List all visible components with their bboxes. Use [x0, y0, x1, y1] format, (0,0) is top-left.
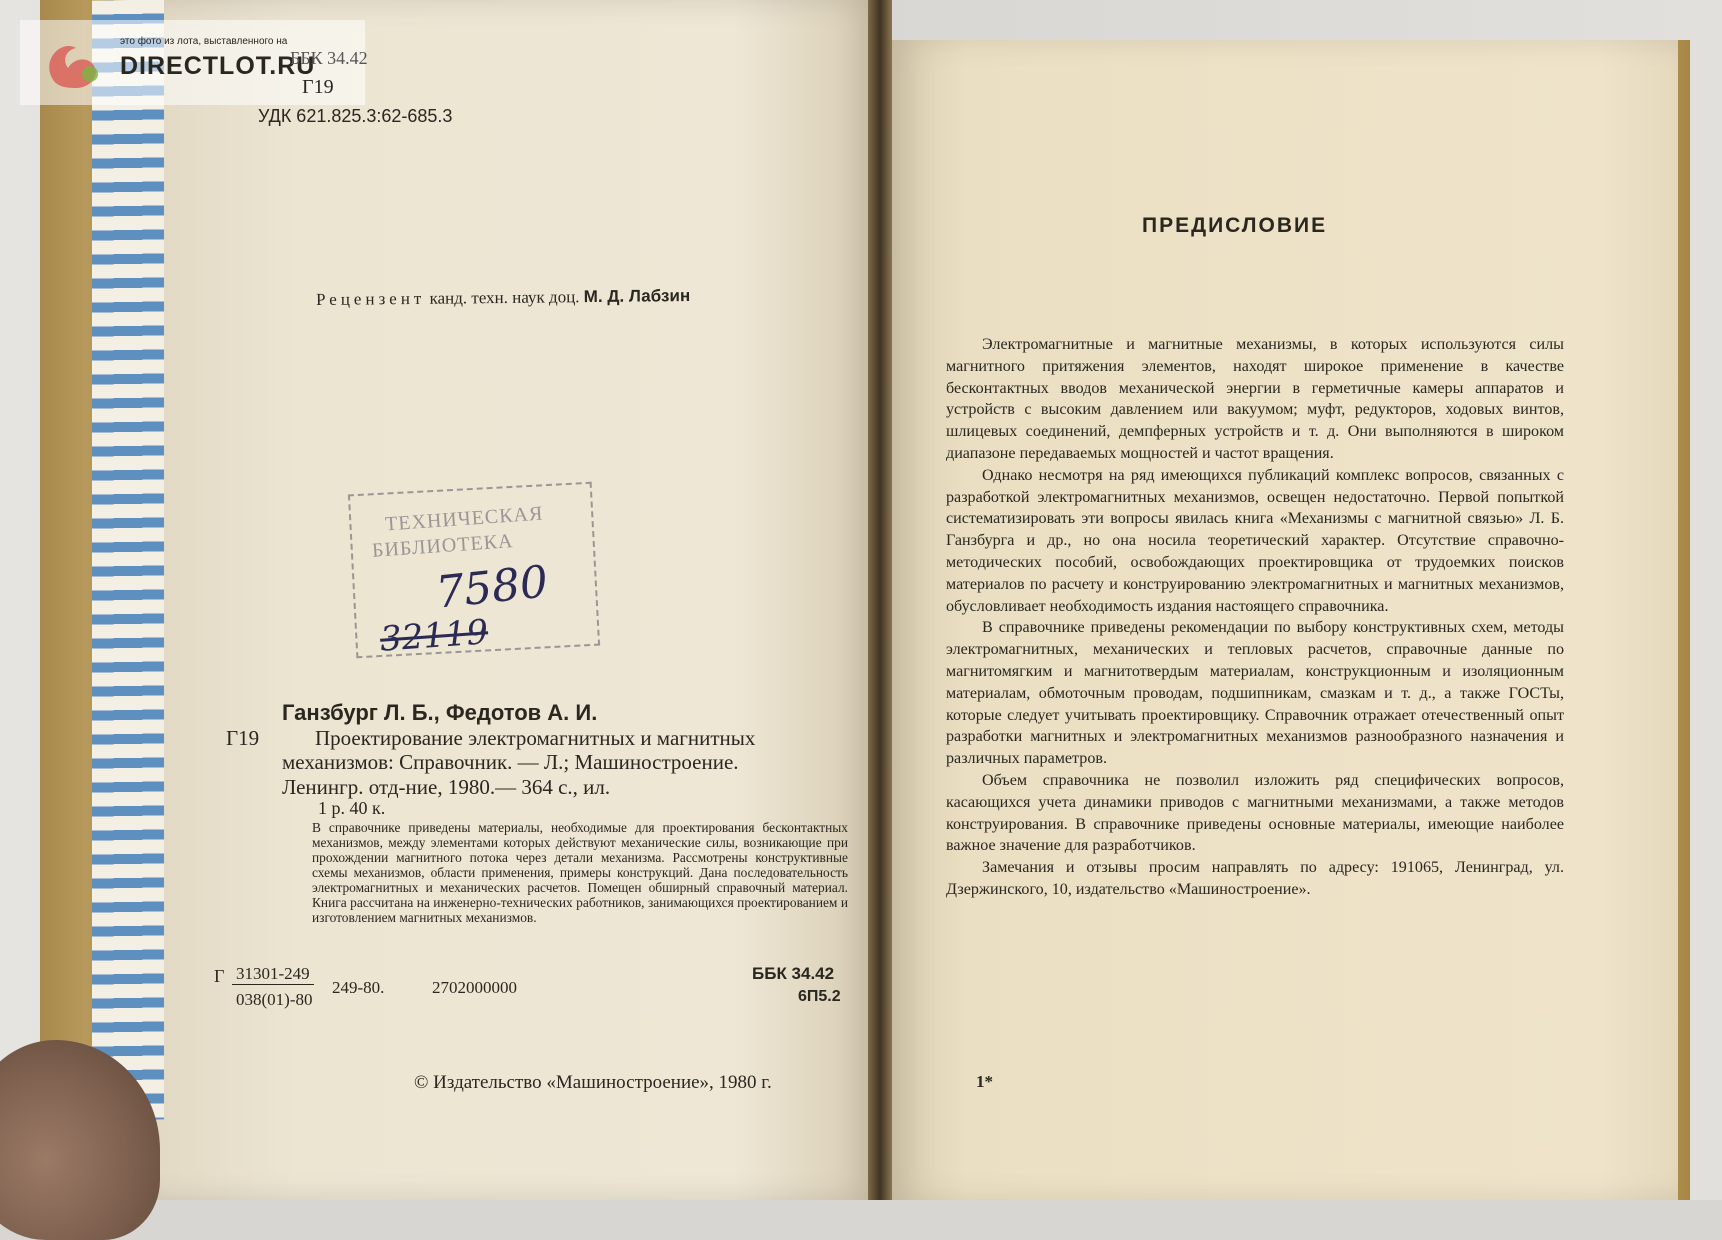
bbk-top: ББК 34.42 [290, 48, 368, 68]
preface-body [946, 334, 1564, 901]
stamp-line-1: ТЕХНИЧЕСКАЯ [384, 502, 544, 536]
watermark-caption: это фото из лота, выставленного на [120, 36, 288, 47]
preface-paragraph: В справочнике приведены рекомендации по выбору конструктивных схем, методы электромагнитных, механических и тепловых расчетов, справочные данные по магнитомягким и магнитотвердым материалам, конструкционным и изоляционным материалам, обмоточным проводам, подшипникам, смазкам и т. д., а также ГОСТы, которые следует учитывать проектировщику. Справочник отражает отечественный опыт разработки магнитных и электромагнитных механизмов разнообразного назначения и различных параметров. [946, 619, 1564, 768]
book-authors: Ганзбург Л. Б., Федотов А. И. [282, 700, 598, 725]
preface-paragraph: Однако несмотря на ряд имеющихся публикаций комплекс вопросов, связанных с разработкой электромагнитных механизмов, освещен недостаточно. Первой попыткой систематизировать эти вопросы явилась книга «Механизмы с магнитной связью» Л. Б. Ганзбурга и др., но она носила теоретический характер. Отсутствие справочно-методических пособий, освобождающих проектировщика от трудоемких поисков материалов по расчету и конструированию электромагнитных и магнитных механизмов, обусловливает необходимость издания настоящего справочника. [946, 466, 1564, 615]
index-code: 2702000000 [432, 978, 517, 997]
bbk-subcode: 6П5.2 [798, 988, 841, 1005]
preface-paragraph: Объем справочника не позволил изложить ряд специфических вопросов, касающихся учета динамики приводов с магнитными механизмами, а также методов конструирования. В справочнике приведены основные материалы, имеющие наиболее важное значение для разработчиков. [946, 771, 1564, 855]
reviewer-name: М. Д. Лабзин [583, 286, 691, 307]
book-gutter [868, 0, 892, 1200]
reviewer-line [316, 286, 690, 310]
stamp-inventory-number: 7580 [433, 556, 551, 619]
code-top: Г19 [302, 76, 334, 98]
watermark-brand: DIRECTLOT.RU [120, 52, 316, 80]
reviewer-degree: канд. техн. наук доц. [429, 287, 580, 308]
reviewer-label: Рецензент [315, 288, 426, 309]
bbk-bottom: ББК 34.42 [752, 964, 835, 983]
index-numerator: 31301-249 [232, 964, 314, 985]
book-abstract: В справочнике приведены материалы, необходимые для проектирования бесконтактных механизмов, между элементами которых действуют механические силы, возникающие при прохождении магнитного потока через детали механизма. Рассмотрены конструктивные схемы механизмов, области применения, примеры конструкций. Дана последовательность электромагнитных и механических расчетов. Помещен обширный справочный материал. Книга рассчитана на инженерно-технических работников, занимающихся проектированием и изготовлением магнитных механизмов. [312, 820, 848, 925]
stamp-struck-number: 32119 [378, 612, 490, 660]
book-title-line-1: Проектирование электромагнитных и магнитных [315, 726, 756, 750]
stamp-line-2: БИБЛИОТЕКА [371, 530, 515, 562]
index-letter: Г [214, 966, 225, 986]
book-price: 1 р. 40 к. [318, 798, 386, 818]
page-number: 1* [976, 1072, 993, 1091]
udk-code: УДК 621.825.3:62-685.3 [258, 106, 453, 126]
preface-heading: ПРЕДИСЛОВИЕ [1142, 214, 1328, 237]
copyright-line: © Издательство «Машиностроение», 1980 г. [414, 1072, 772, 1093]
catalog-code: Г19 [226, 726, 260, 750]
index-denominator: 038(01)-80 [236, 990, 313, 1009]
preface-paragraph: Электромагнитные и магнитные механизмы, в которых используются силы магнитного притяжения элементов, находят широкое применение в качестве бесконтактных вводов механической энергии в герметичные камеры аппаратов и устройств с высоким давлением или вакуумом; муфт, редукторов, ходовых винтов, шлицевых соединений, демпферных устройств и т. д. Они выполняются в широком диапазоне передаваемых мощностей и частот вращения. [946, 336, 1564, 462]
book-title-line-3: Ленингр. отд-ние, 1980.— 364 с., ил. [282, 775, 611, 799]
squirrel-logo-icon [42, 38, 106, 92]
preface-paragraph: Замечания и отзывы просим направлять по адресу: 191065, Ленинград, ул. Дзержинского, 10, издательство «Машиностроение». [946, 859, 1564, 898]
index-year: 249-80. [332, 978, 385, 997]
page-edge-stripes [92, 0, 164, 1121]
book-title-line-2: механизмов: Справочник. — Л.; Машиностроение. [282, 750, 739, 774]
